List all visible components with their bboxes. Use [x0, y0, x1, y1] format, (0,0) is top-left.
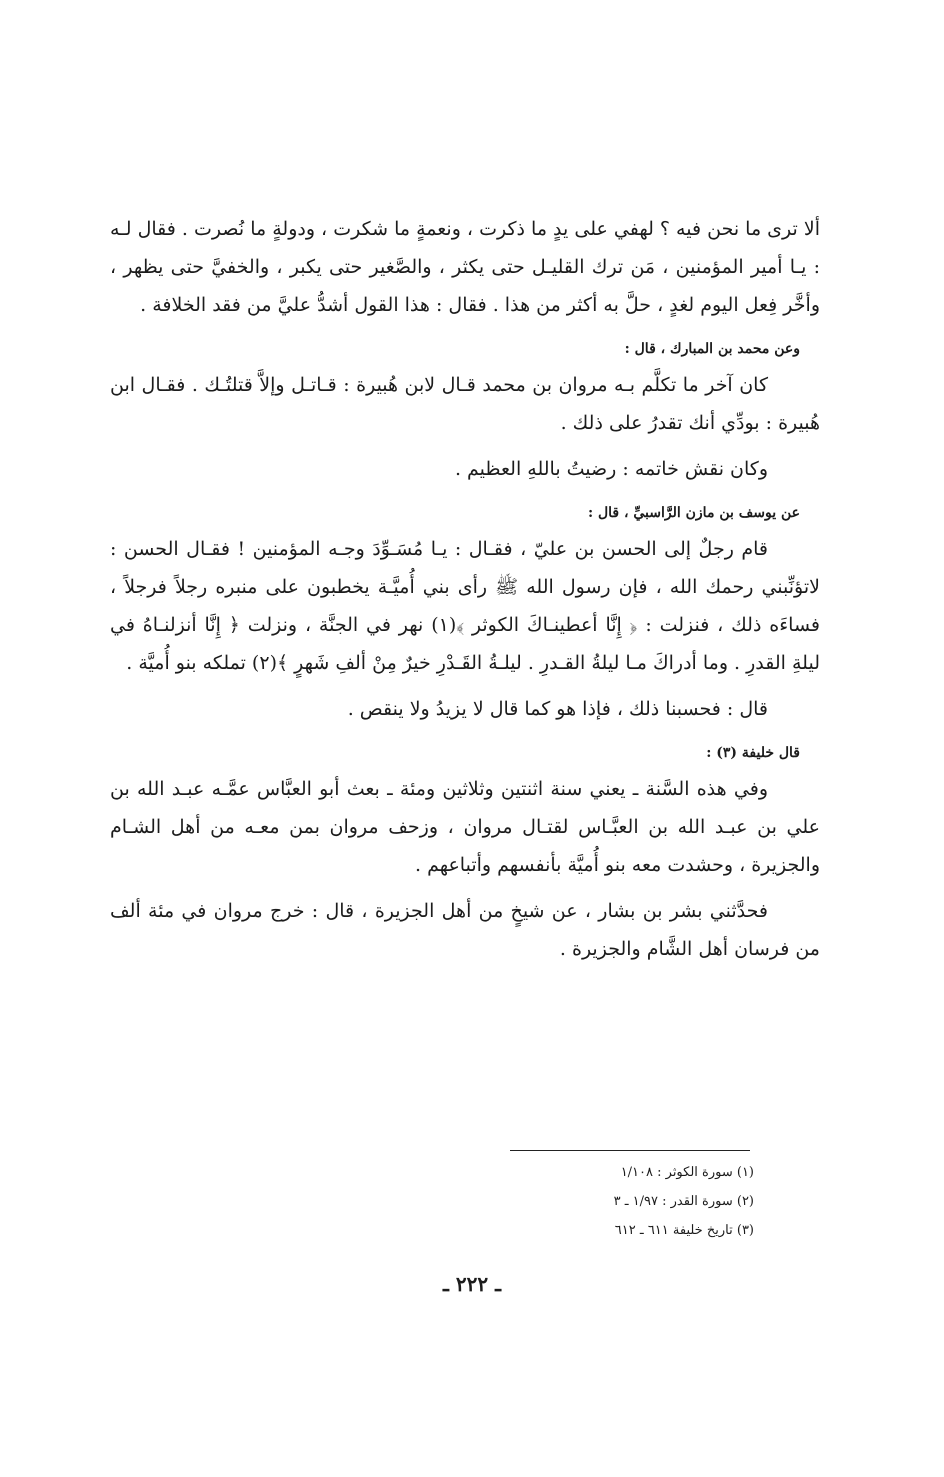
paragraph-2: كان آخر ما تكلَّم بـه مروان بن محمد قـال لابن هُبيرة : قـاتـل وإلاَّ قتلتُـك . فقـال ابن هُبيرة : بودِّي أنك تقدرُ على ذلك .: [110, 374, 820, 434]
paragraph-3: وكان نقش خاتمه : رضيتُ باللهِ العظيم .: [454, 458, 768, 480]
paragraph-4: قام رجلٌ إلى الحسن بن عليّ ، فقـال : يـا مُسَـوِّدَ وجـه المؤمنين ! فقـال الحسن : لاتؤنِّبني رحمك الله ، فإن رسول الله ﷺ رأى بني أُميَّـة يخطبون على منبره رجلاً فرجلاً ، فساءَه ذلك ، فنزلت : ﴿ إِنَّا أعطينـاكَ الكوثر ﴾(١) نهر في الجنَّة ، ونزلت ﴿ إِنَّا أنزلنـاهُ في ليلةِ القدرِ . وما أدراكَ مـا ليلةُ القـدرِ . ليلـةُ القَـدْرِ خيرٌ مِنْ ألفِ شَهرٍ ﴾(٢) تملكه بنو أُميَّة .: [110, 538, 820, 674]
narration-heading-3: قال خليفة (٣) :: [706, 745, 800, 761]
paragraph-7: فحدَّثني بشر بن بشار ، عن شيخٍ من أهل الجزيرة ، قال : خرج مروان في مئة ألف من فرسان أهل الشَّام والجزيرة .: [110, 900, 820, 960]
narration-heading-1: وعن محمد بن المبارك ، قال :: [624, 341, 800, 357]
footnote-2: (٢) سورة القدر : ١/٩٧ ـ ٣: [613, 1194, 754, 1209]
page-body: [110, 210, 820, 968]
page-number: ـ ٢٢٢ ـ: [443, 1272, 501, 1296]
paragraph-5: قال : فحسبنا ذلك ، فإذا هو كما قال لا يزيدُ ولا ينقص .: [347, 698, 768, 720]
narration-heading-2: عن يوسف بن مازن الرَّاسبيِّ ، قال :: [587, 505, 800, 521]
paragraph-1: ألا ترى ما نحن فيه ؟ لهفي على يدٍ ما ذكرت ، ونعمةٍ ما شكرت ، ودولةٍ ما نُصرت . فقال لـه : يـا أمير المؤمنين ، مَن ترك القليـل حتى يكثر ، والصَّغير حتى يكبر ، والخفيَّ حتى يظهر ، وأخَّر فِعل اليوم لغدٍ ، حلَّ به أكثر من هذا . فقال : هذا القول أشدُّ عليَّ من فقد الخلافة .: [110, 218, 820, 316]
footnote-3: (٣) تاريخ خليفة ٦١١ ـ ٦١٢: [614, 1223, 754, 1238]
footnote-1: (١) سورة الكوثر : ١/١٠٨: [620, 1165, 754, 1180]
paragraph-6: وفي هذه السَّنة ـ يعني سنة اثنتين وثلاثين ومئة ـ بعث أبو العبَّاس عمَّـه عبـد الله بن علي بن عبـد الله بن العبَّـاس لقتـال مروان ، وزحف مروان بمن معـه من أهل الشـام والجزيرة ، وحشدت معه بنو أُميَّة بأنفسهم وأتباعهم .: [110, 778, 820, 876]
footnotes: [454, 1158, 754, 1245]
footnote-divider: [510, 1150, 750, 1151]
